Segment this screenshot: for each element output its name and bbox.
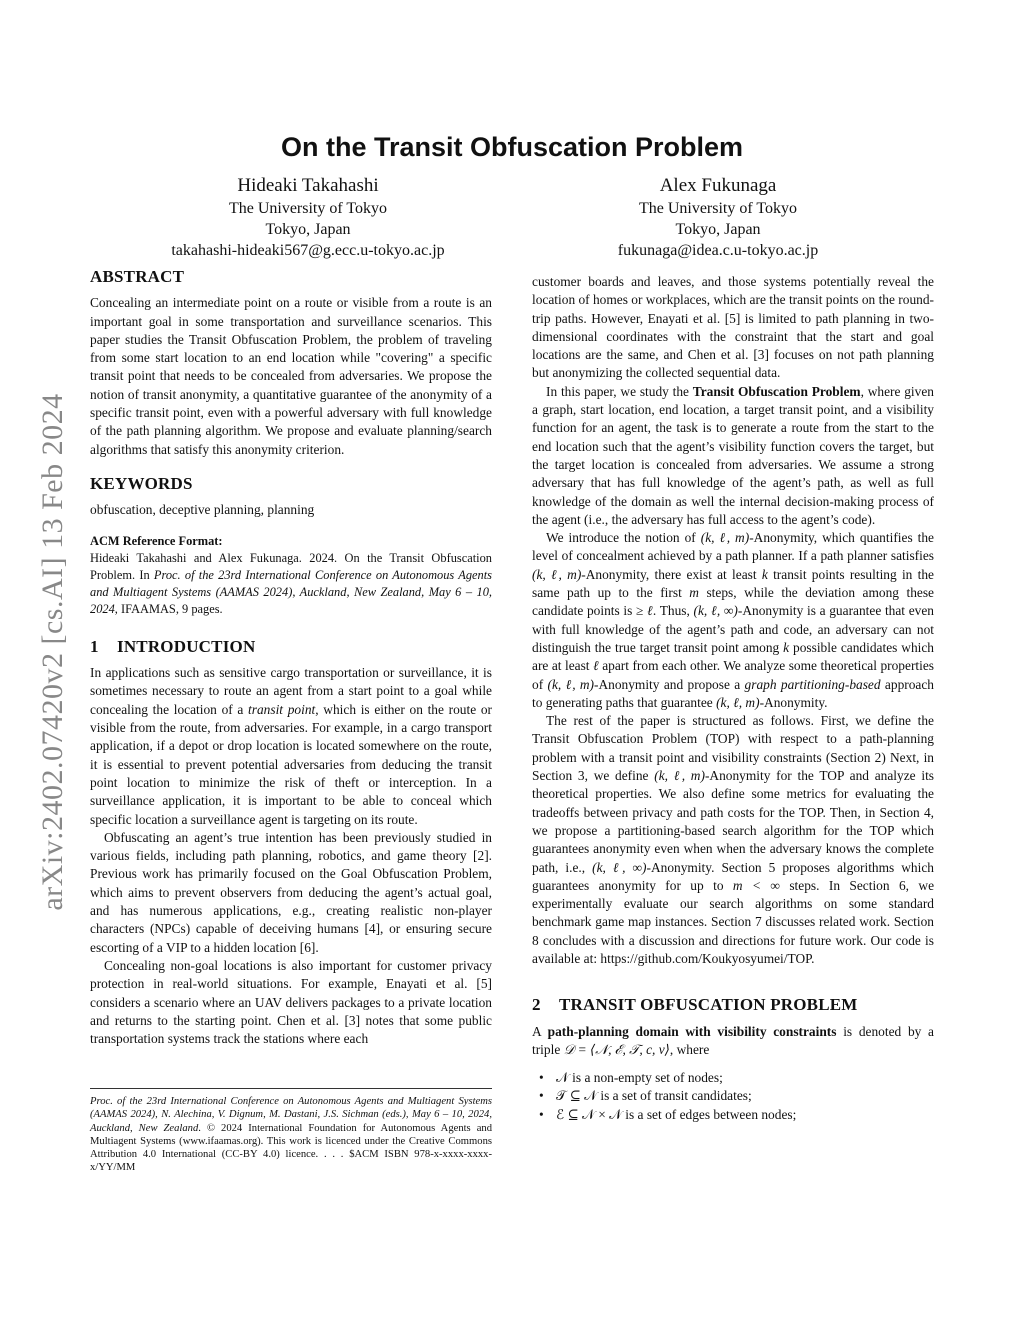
intro-paragraph-5: In this paper, we study the Transit Obfuscation Problem, where given a graph, start location, end location, a target transit point, and a visibility function for an agent, the task is to generate a route from the start to the end location such that the agent’s visibility function covers the target, but the target location is concealed from adversaries. We assume a strong adversary that has full knowledge of the agent’s path, as well as full knowledge of the domain as well the internal decision-making process of the agent (i.e., the adversary has full access to the agent’s code). [532,383,934,527]
author-email: fukunaga@idea.c.u-tokyo.ac.jp [617,242,819,259]
author-affiliation: The University of Tokyo [228,200,388,217]
author-block-1 [108,174,508,261]
author-name: Hideaki Takahashi [237,175,379,196]
arxiv-side-identifier: arXiv:2402.07420v2 [cs.AI] 13 Feb 2024 [36,393,69,911]
definition-list [532,1069,934,1124]
acm-reference-label: ACM Reference Format: [90,533,223,548]
author-location: Tokyo, Japan [265,221,351,238]
section-2-paragraph: A path-planning domain with visibility constraints is denoted by a triple 𝒟 = ⟨𝒩, ℰ, 𝒯, c, v⟩, where [532,1023,934,1057]
section-2-heading: 2 TRANSIT OBFUSCATION PROBLEM [532,995,858,1015]
list-item: • 𝒩 is a non-empty set of nodes; [556,1069,934,1087]
intro-paragraph-4: customer boards and leaves, and those systems potentially reveal the location of homes or workplaces, which are the transit points on the round-trip paths. However, Enayati et al. [5] is limited to path planning in two-dimensional coordinates with the constraint that the start and goal locations are the same, and Chen et al. [3] focuses on not path planning but anonymizing the collected sequential data. [532,274,934,381]
list-item: • ℰ ⊆ 𝒩 × 𝒩 is a set of edges between nodes; [556,1106,934,1124]
intro-paragraph-7: The rest of the paper is structured as follows. First, we define the Transit Obfuscation Problem (TOP) with respect to a path-planning problem with a transit point and visibility constraints (Section 2) Next, in Section 3, we define (k, ℓ, m)-Anonymity for the TOP and analyze its theoretical properties. We also define some metrics for evaluating the tradeoffs between privacy and path costs for the TOP. Then, in Section 4, we propose a partitioning-based search algorithm for the TOP which guarantees anonymity even when when the adversary knows the complete path, i.e., (k, ℓ, ∞)-Anonymity. Section 5 proposes algorithms which guarantees anonymity for up to m < ∞ steps. In Section 6, we experimentally evaluate our search algorithms on some standard benchmark game map instances. Section 7 discusses related work. Section 8 concludes with a discussion and directions for future work. Our code is available at: https://github.com/Koukyosyumei/TOP. [532,713,935,966]
copyright-footnote: Proc. of the 23rd International Conference on Autonomous Agents and Multiagent Systems (AAMAS 2024), N. Alechina, V. Dignum, M. Dastani, J.S. Sichman (eds.), May 6 – 10, 2024, Auckland, New Zealand. © 2024 International Foundation for Autonomous Agents and Multiagent Systems (www.ifaamas.org). This work is licenced under the Creative Commons Attribution 4.0 International (CC-BY 4.0) licence. . . . $ACM ISBN 978-x-xxxx-xxxx-x/YY/MM [90,1088,492,1175]
abstract-text: Concealing an intermediate point on a route or visible from a route is an important goal in some transportation and surveillance scenarios. This paper studies the Transit Obfuscation Problem, the problem of traveling from some start location to an end location while "covering" a specific transit point that needs to be concealed from adversaries. We propose the notion of transit anonymity, a quantitative guarantee of the anonymity of a specific transit point, even with a powerful adversary with full knowledge of the path planning algorithm. We propose and evaluate planning/search algorithms that satisfy this anonymity criterion. [90,295,492,457]
intro-paragraph-6: We introduce the notion of (k, ℓ, m)-Anonymity, which quantifies the level of concealment achieved by a path planner. If a path planner satisfies (k, ℓ, m)-Anonymity, there exist at least k transit points resulting in the same path up to the first m steps, while the deviation among these candidate points is ≥ ℓ. Thus, (k, ℓ, ∞)-Anonymity is a guarantee that even with full knowledge of the agent’s path and code, an adversary can not distinguish the true target transit point among k possible candidates which are at least ℓ apart from each other. We analyze some theoretical properties of (k, ℓ, m)-Anonymity and propose a graph partitioning-based approach to generating paths that guarantee (k, ℓ, m)-Anonymity. [532,530,935,710]
abstract-heading: ABSTRACT [90,267,185,286]
section-1-heading: 1 INTRODUCTION [90,636,256,656]
author-block-2 [518,174,918,261]
intro-paragraph-3: Concealing non-goal locations is also important for customer privacy protection in real-world situations. For example, Enayati et al. [5] considers a scenario where an UAV delivers packages to a private location and returns to the starting point. Chen et al. [3] notes that some public transportation systems track the stations where each [90,957,492,1047]
keywords-text: obfuscation, deceptive planning, planning [90,502,315,518]
intro-paragraph-1: In applications such as sensitive cargo transportation or surveillance, it is sometimes necessary to route an agent from a start point to a goal while concealing the location of a transit point, which is either on the route or visible from the route, from adversaries. For example, in a cargo transport application, if a depot or drop location is located somewhere on the route, it is essential to prevent potential adversaries from deducing the transit point location to minimize the risk of theft or interception. In a surveillance application, it is important to be able to conceal which specific location a surveillance agent is targeting on its route. [90,665,492,827]
author-email: takahashi-hideaki567@g.ecc.u-tokyo.ac.jp [171,242,445,259]
acm-reference-text: Hideaki Takahashi and Alex Fukunaga. 2024. On the Transit Obfuscation Problem. In Proc. of the 23rd International Conference on Autonomous Agents and Multiagent Systems (AAMAS 2024), Auckland, New Zealand, May 6 – 10, 2024, IFAAMAS, 9 pages. [90,550,492,616]
author-location: Tokyo, Japan [675,221,761,238]
left-column [90,268,492,1048]
author-affiliation: The University of Tokyo [638,200,798,217]
keywords-heading: KEYWORDS [90,473,193,493]
intro-paragraph-2: Obfuscating an agent’s true intention has been previously studied in various fields, including path planning, robotics, and game theory [2]. Previous work has primarily focused on the Goal Obfuscation Problem, which aims to prevent observers from deducing the agent’s actual goal, and has numerous applications, e.g., creating realistic non-player characters (NPCs) capable of deceiving humans [4], or ensuring secure escorting of a VIP to a hidden location [6]. [90,829,492,955]
author-name: Alex Fukunaga [659,175,777,196]
paper-title: On the Transit Obfuscation Problem [280,132,744,162]
right-column [532,273,934,1124]
list-item: • 𝒯 ⊆ 𝒩 is a set of transit candidates; [556,1087,934,1105]
